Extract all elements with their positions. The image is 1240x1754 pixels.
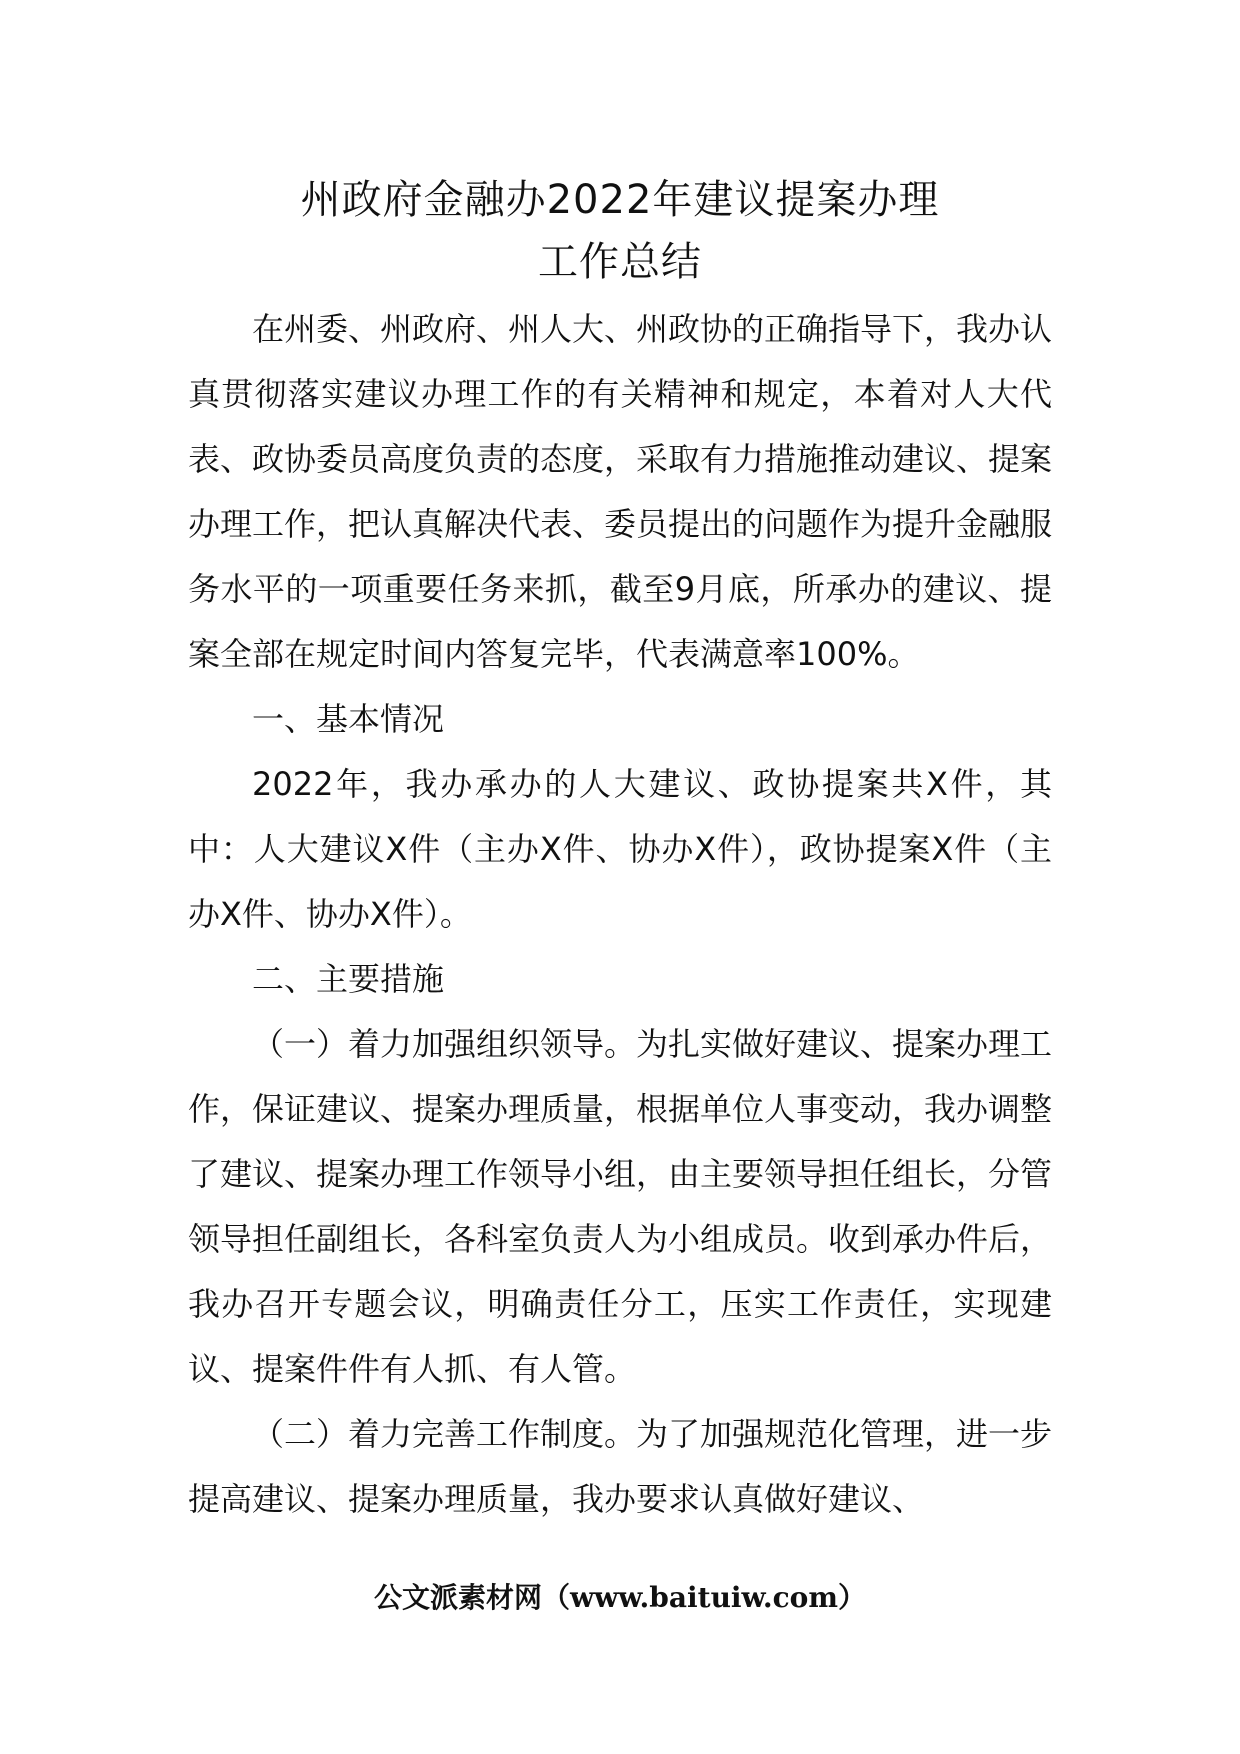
document-body (188, 297, 1052, 1532)
document-title-line1: 州政府金融办2022年建议提案办理 (300, 177, 940, 223)
paragraph-basic-situation: 2022年，我办承办的人大建议、政协提案共X件，其中：人大建议X件（主办X件、协办X件），政协提案X件（主办X件、协办X件）。 (188, 765, 1052, 933)
document-title-line2: 工作总结 (538, 239, 702, 285)
section-heading-basic-situation: 一、基本情况 (252, 700, 445, 738)
paragraph-measure-1: （一）着力加强组织领导。为扎实做好建议、提案办理工作，保证建议、提案办理质量，根据单位人事变动，我办调整了建议、提案办理工作领导小组，由主要领导担任组长，分管领导担任副组长，各科室负责人为小组成员。收到承办件后，我办召开专题会议，明确责任分工，压实工作责任，实现建议、提案件件有人抓、有人管。 (188, 1025, 1053, 1388)
paragraph-measure-2: （二）着力完善工作制度。为了加强规范化管理，进一步提高建议、提案办理质量，我办要求认真做好建议、 (188, 1415, 1053, 1518)
footer-watermark: 公文派素材网（www.baituiw.com） (374, 1581, 866, 1614)
section-heading-main-measures: 二、主要措施 (252, 960, 445, 998)
paragraph-intro: 在州委、州政府、州人大、州政协的正确指导下，我办认真贯彻落实建议办理工作的有关精神和规定，本着对人大代表、政协委员高度负责的态度，采取有力措施推动建议、提案办理工作，把认真解决代表、委员提出的问题作为提升金融服务水平的一项重要任务来抓，截至9月底，所承办的建议、提案全部在规定时间内答复完毕，代表满意率100%。 (188, 310, 1053, 673)
